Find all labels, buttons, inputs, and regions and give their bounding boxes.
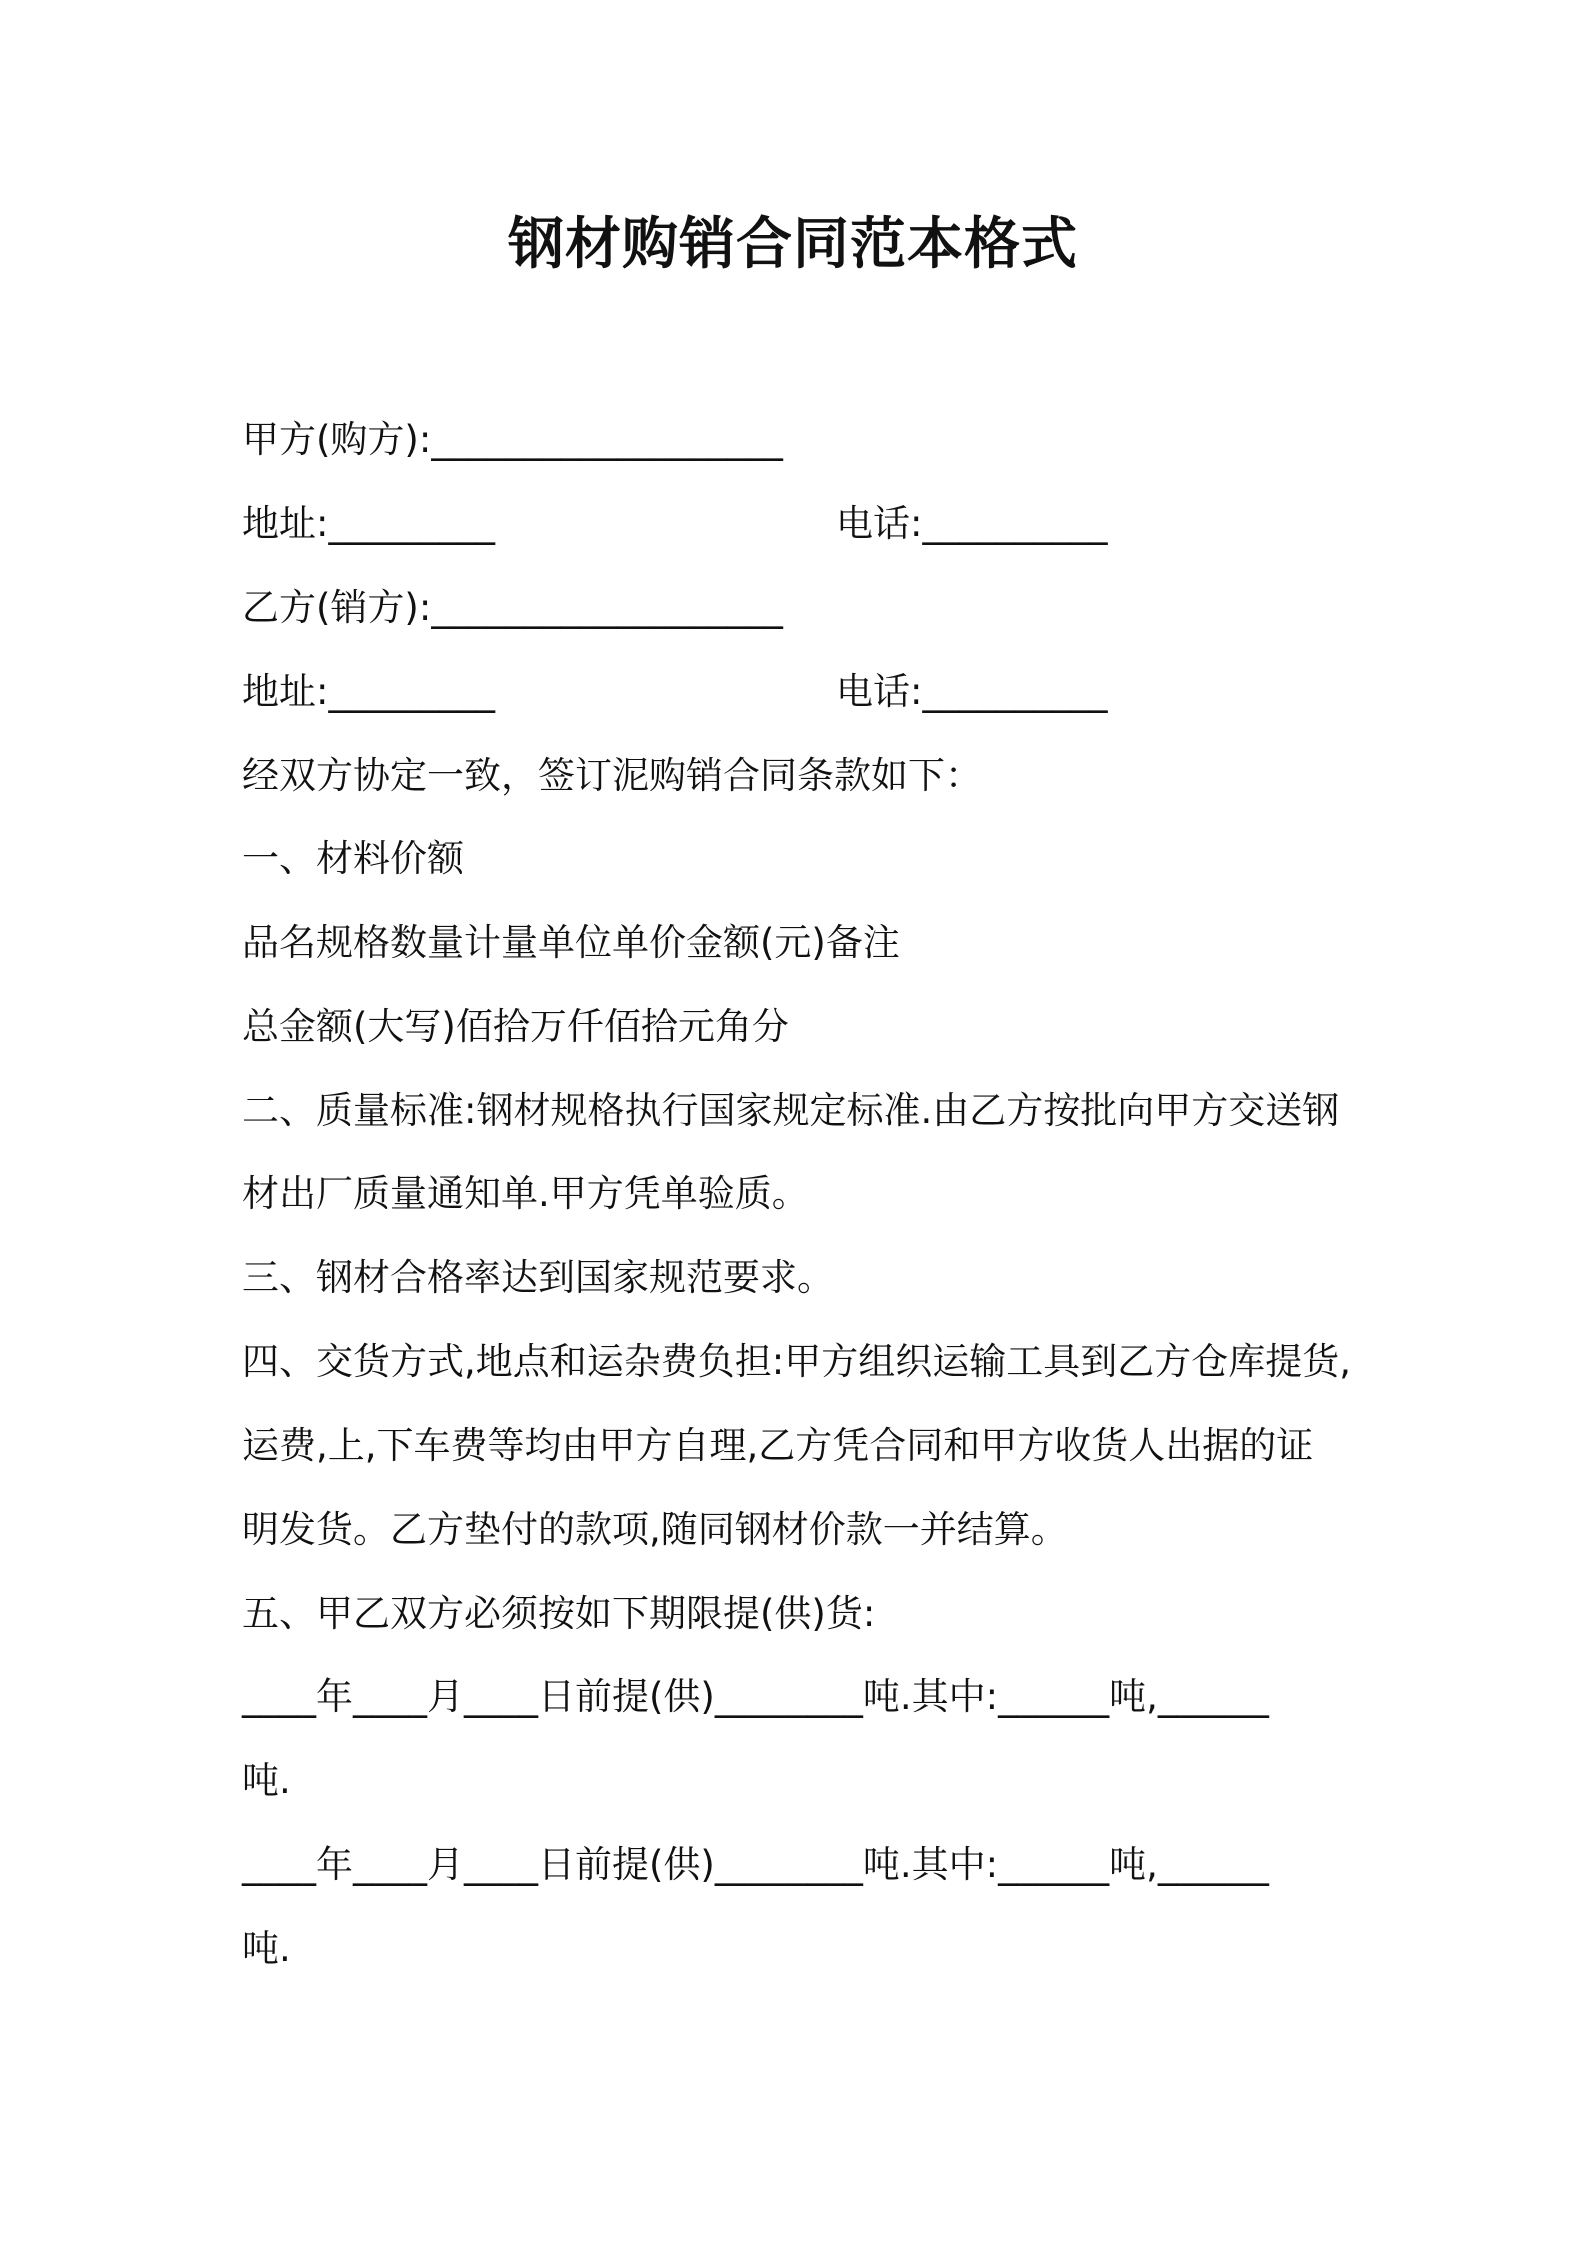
schedule-2-line-2: 吨. (242, 1927, 291, 1970)
section-4-line-3: 明发货。乙方垫付的款项,随同钢材价款一并结算。 (242, 1508, 1068, 1551)
section-3: 三、钢材合格率达到国家规范要求。 (242, 1256, 834, 1299)
document-title: 钢材购销合同范本格式 (508, 212, 1078, 277)
section-4-line-2: 运费,上,下车费等均由甲方自理,乙方凭合同和甲方收货人出据的证 (242, 1424, 1314, 1467)
party-b-address: 地址:_________ (242, 670, 495, 713)
schedule-2-line-1: ____年____月____日前提(供)________吨.其中:______吨,______ (242, 1843, 1269, 1886)
section-5-heading: 五、甲乙双方必须按如下期限提(供)货: (242, 1592, 876, 1635)
intro-paragraph: 经双方协定一致，签订泥购销合同条款如下： (242, 754, 982, 797)
section-1-total: 总金额(大写)佰拾万仟佰拾元角分 (242, 1005, 789, 1048)
section-2-line-2: 材出厂质量通知单.甲方凭单验质。 (242, 1172, 809, 1215)
section-4-line-1: 四、交货方式,地点和运杂费负担:甲方组织运输工具到乙方仓库提货, (242, 1340, 1351, 1383)
section-1-heading: 一、材料价额 (242, 837, 464, 880)
party-b-phone: 电话:__________ (836, 670, 1108, 713)
schedule-1-line-2: 吨. (242, 1759, 291, 1802)
party-a-address: 地址:_________ (242, 502, 495, 545)
party-a-line: 甲方(购方):___________________ (242, 418, 783, 461)
party-a-phone: 电话:__________ (836, 502, 1108, 545)
schedule-1-line-1: ____年____月____日前提(供)________吨.其中:______吨,______ (242, 1675, 1269, 1718)
section-1-columns: 品名规格数量计量单位单价金额(元)备注 (242, 921, 900, 964)
section-2-line-1: 二、质量标准:钢材规格执行国家规定标准.由乙方按批向甲方交送钢 (242, 1089, 1340, 1132)
party-b-line: 乙方(销方):___________________ (242, 586, 783, 629)
